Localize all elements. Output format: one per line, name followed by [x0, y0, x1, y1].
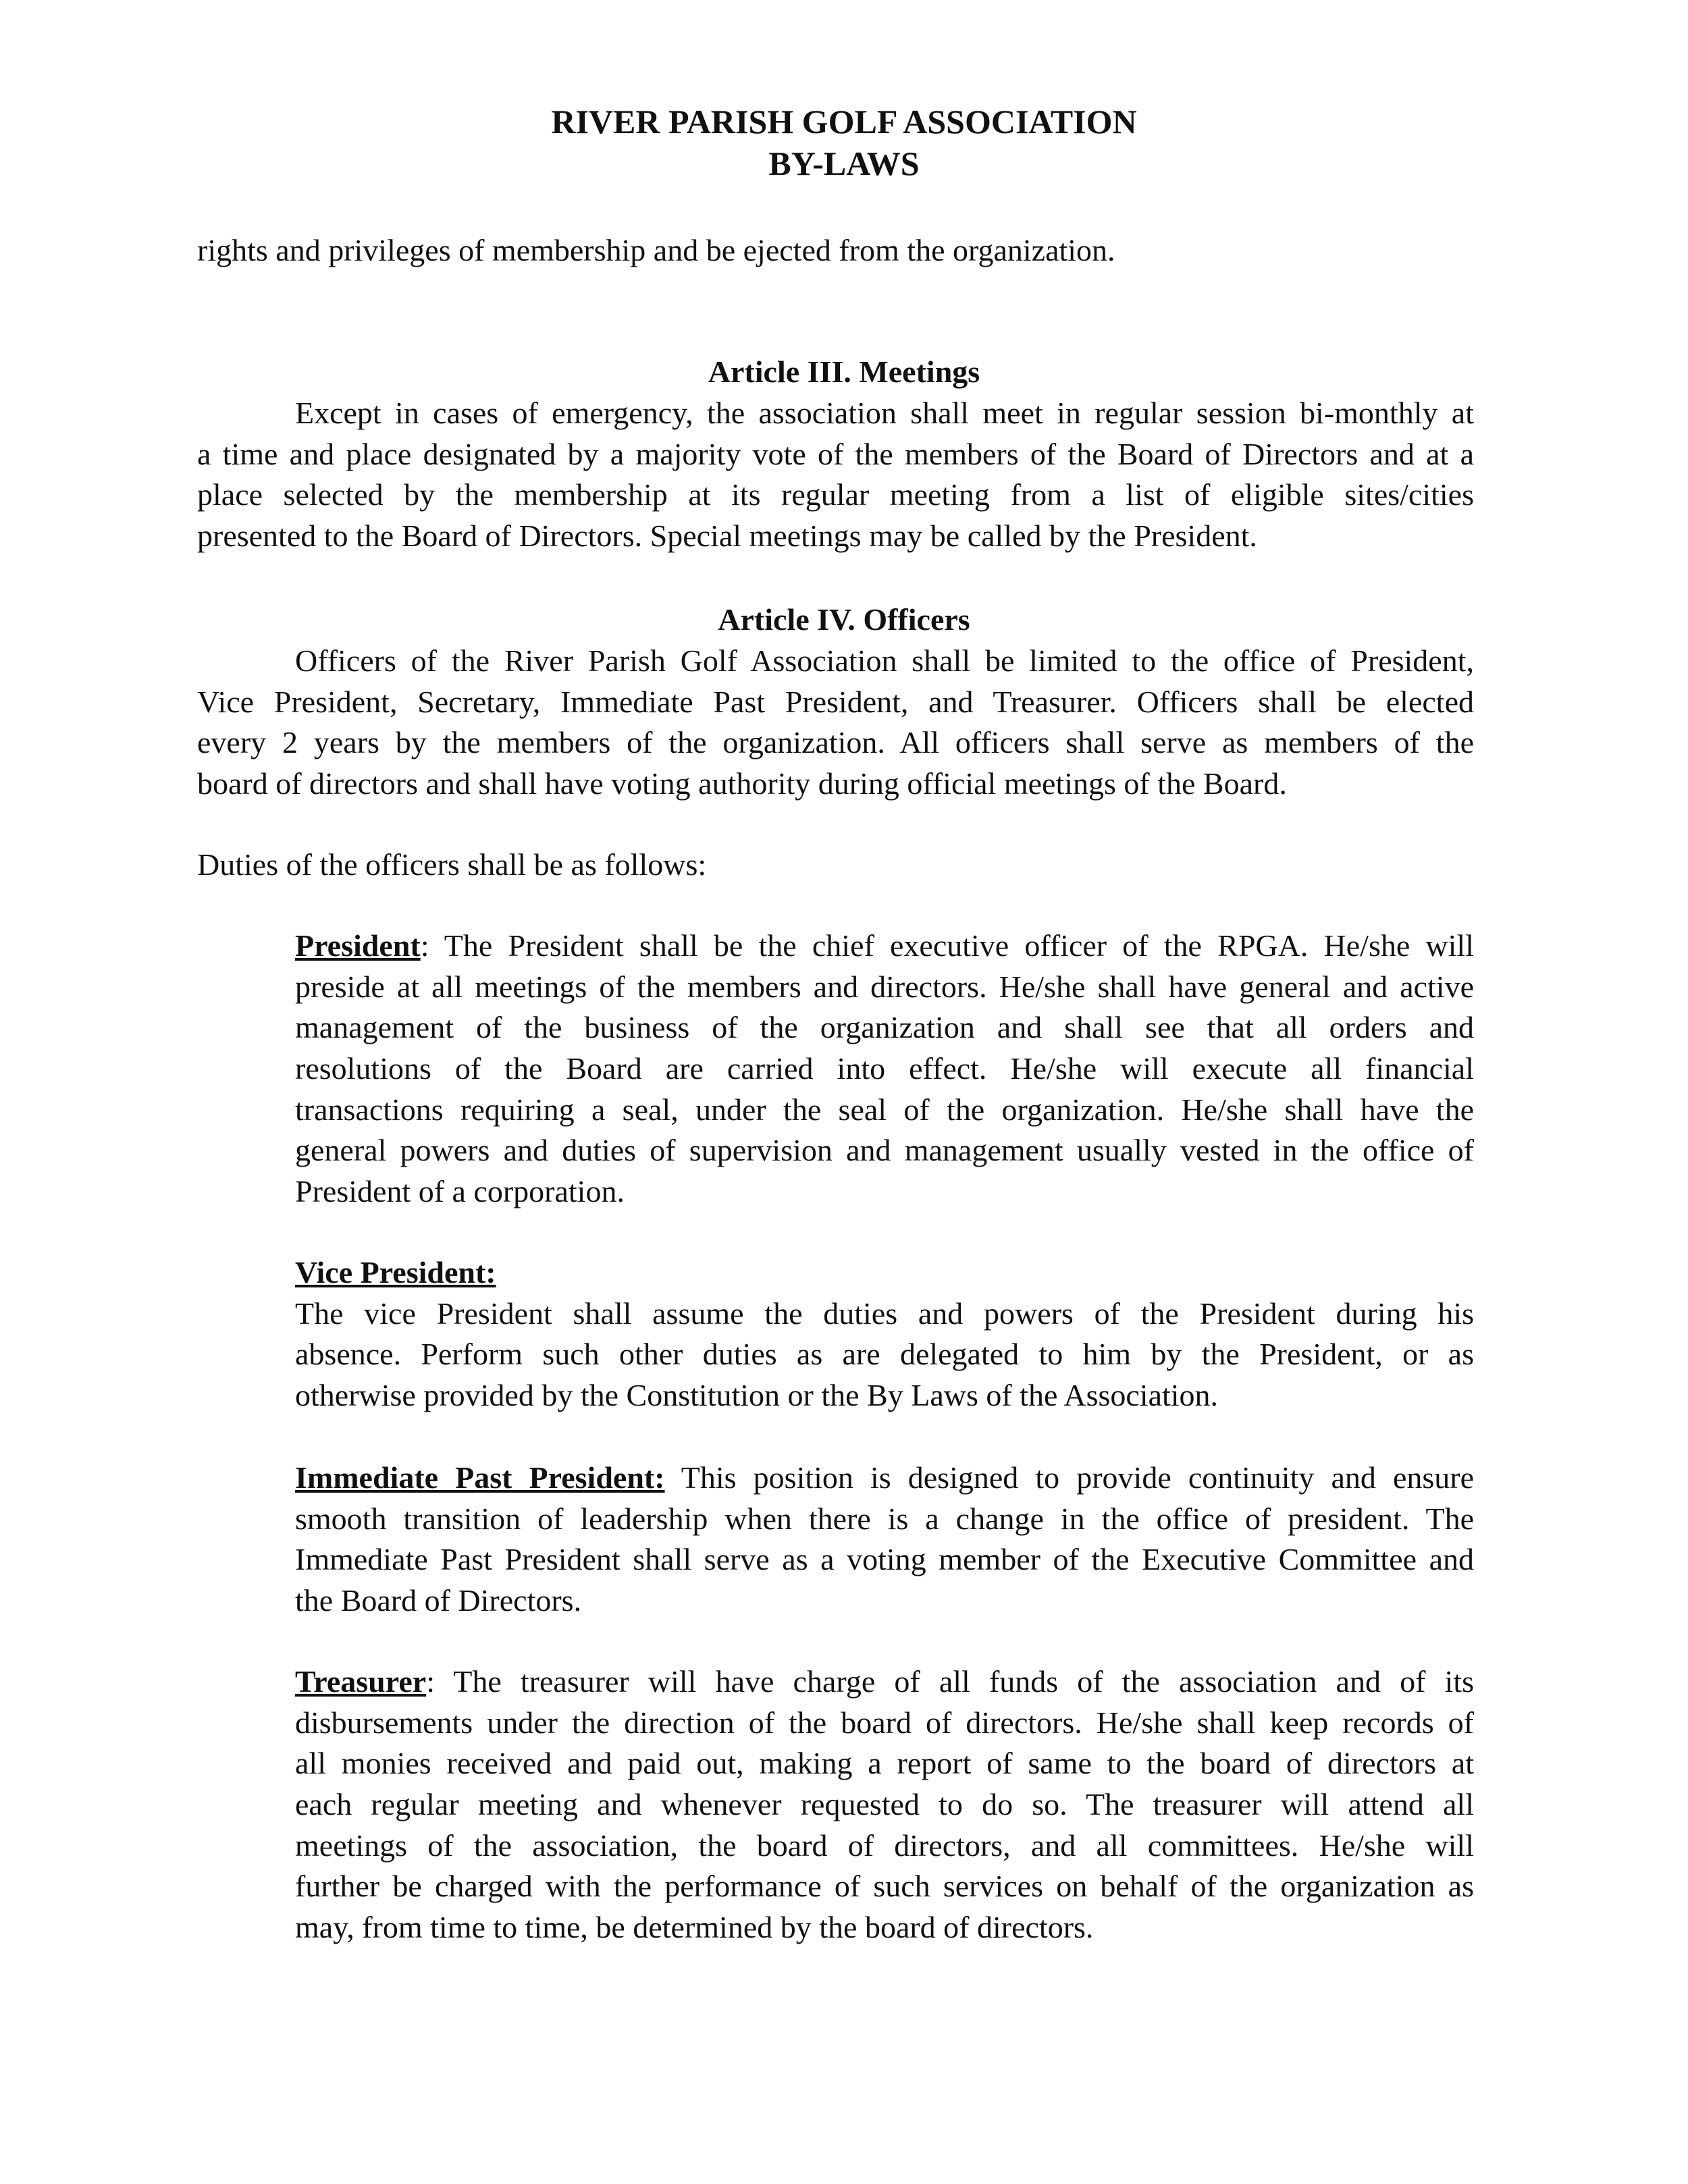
text-line: The vice President shall assume the duties and powers of the President during his — [295, 1296, 1474, 1331]
text-line: each regular meeting and whenever requested to do so. The treasurer will attend all — [295, 1787, 1474, 1822]
text-line: preside at all meetings of the members and directors. He/she shall have general and active — [295, 969, 1474, 1004]
text-line: place selected by the membership at its regular meeting from a list of eligible sites/cities — [197, 477, 1474, 512]
text-line: Immediate Past President shall serve as a voting member of the Executive Committee and — [295, 1542, 1474, 1577]
text-line: may, from time to time, be determined by the board of directors. — [295, 1910, 1094, 1945]
text-line: disbursements under the direction of the board of directors. He/she shall keep records of — [295, 1705, 1474, 1740]
text-line: all monies received and paid out, making a report of same to the board of directors at — [295, 1746, 1474, 1781]
text-line: meetings of the association, the board of directors, and all committees. He/she will — [295, 1828, 1474, 1863]
text-line: transactions requiring a seal, under the seal of the organization. He/she shall have the — [295, 1092, 1474, 1127]
text-line: general powers and duties of supervision and management usually vested in the office of — [295, 1133, 1474, 1168]
text-line: President of a corporation. — [295, 1174, 625, 1209]
title-line-2: BY-LAWS — [768, 144, 920, 182]
article-3-body — [197, 393, 1474, 557]
text-line: otherwise provided by the Constitution or the By Laws of the Association. — [295, 1378, 1219, 1413]
text-span: : The treasurer will have charge of all funds of the association and of its — [426, 1664, 1474, 1699]
text-line: board of directors and shall have voting authority during official meetings of the Board. — [197, 766, 1287, 801]
text-line: the Board of Directors. — [295, 1583, 582, 1618]
article-4-heading: Article IV. Officers — [718, 602, 970, 637]
document-header — [0, 101, 1688, 184]
president-label: President — [295, 928, 421, 963]
text-line: rights and privileges of membership and be ejected from the organization. — [197, 233, 1115, 267]
past-president-label: Immediate Past President: — [295, 1460, 665, 1495]
text-line: a time and place designated by a majority vote of the members of the Board of Directors and at a — [197, 436, 1474, 471]
text-span: This position is designed to provide continuity and ensure — [664, 1460, 1474, 1495]
article-4-body — [197, 641, 1474, 805]
duties-intro — [197, 845, 1474, 886]
text-line: smooth transition of leadership when there is a change in the office of president. The — [295, 1501, 1474, 1536]
text-span: : The President shall be the chief executive officer of the RPGA. He/she will — [420, 928, 1474, 963]
vice-president-label: Vice President: — [295, 1255, 496, 1289]
past-president-section — [295, 1458, 1474, 1622]
treasurer-section — [295, 1661, 1474, 1948]
text-line — [295, 1458, 1474, 1499]
vice-president-section — [295, 1252, 1474, 1416]
text-line: resolutions of the Board are carried into effect. He/she will execute all financial — [295, 1051, 1474, 1086]
text-line: Officers of the River Parish Golf Association shall be limited to the office of President, — [295, 643, 1474, 678]
text-line: every 2 years by the members of the organization. All officers shall serve as members of the — [197, 725, 1474, 760]
text-line: Vice President, Secretary, Immediate Past President, and Treasurer. Officers shall be elected — [197, 684, 1474, 719]
text-line — [295, 1252, 1474, 1294]
article-3-heading: Article III. Meetings — [708, 354, 980, 389]
text-line: presented to the Board of Directors. Special meetings may be called by the President. — [197, 518, 1257, 554]
continuation-text — [197, 230, 1474, 271]
text-line: management of the business of the organization and shall see that all orders and — [295, 1010, 1474, 1045]
text-line: Except in cases of emergency, the association shall meet in regular session bi-monthly at — [295, 396, 1474, 430]
text-line: Duties of the officers shall be as follows: — [197, 847, 707, 882]
text-line — [295, 1661, 1474, 1703]
treasurer-label: Treasurer — [295, 1664, 427, 1699]
text-line: absence. Perform such other duties as are delegated to him by the President, or as — [295, 1337, 1474, 1372]
president-section — [295, 926, 1474, 1213]
title-line-1: RIVER PARISH GOLF ASSOCIATION — [551, 103, 1137, 140]
text-line: further be charged with the performance of such services on behalf of the organization as — [295, 1869, 1474, 1904]
text-line — [295, 926, 1474, 967]
